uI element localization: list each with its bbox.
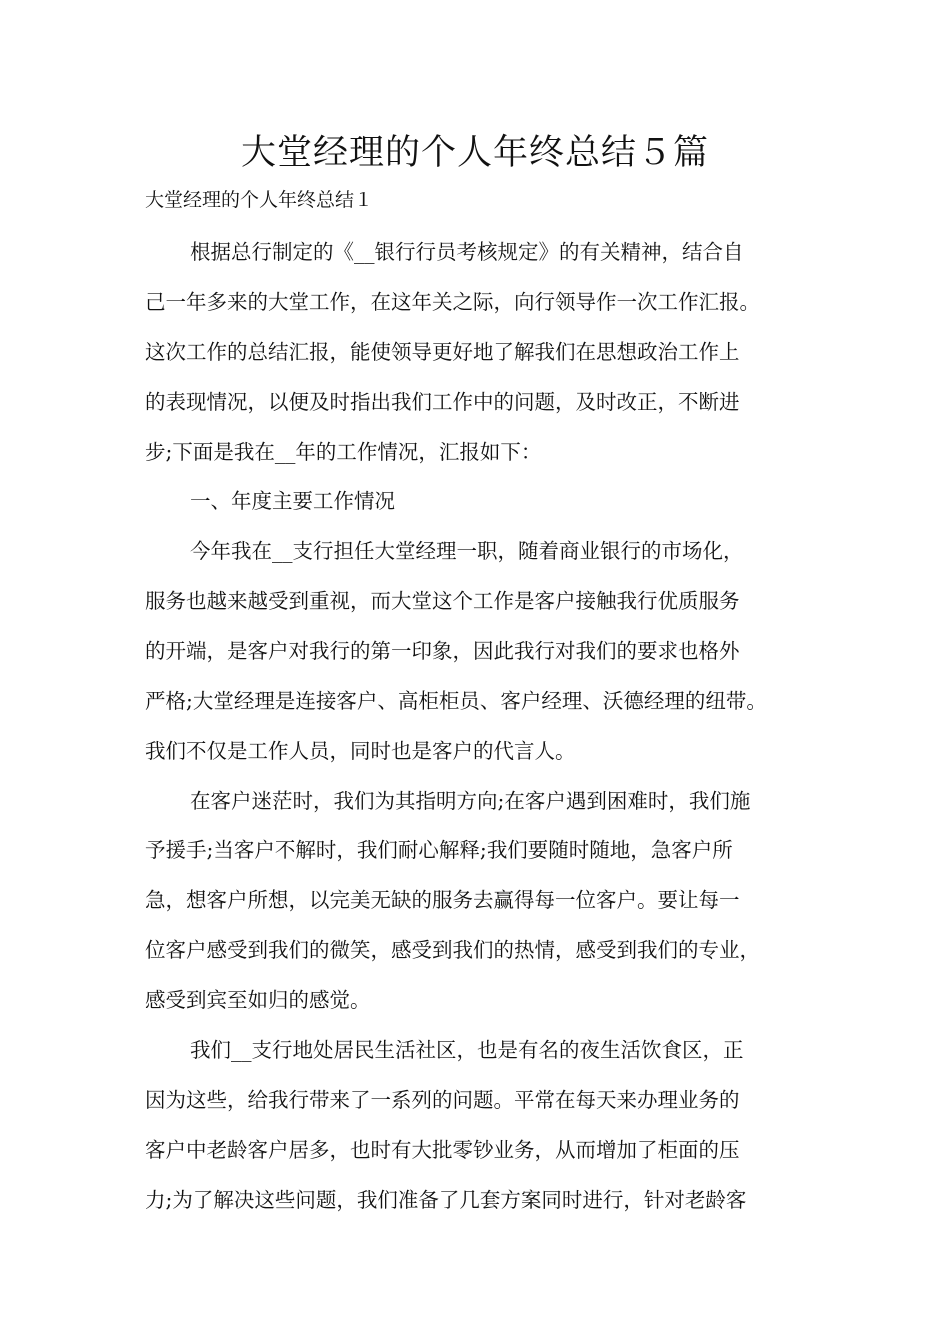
paragraph-line: 予援手;当客户不解时，我们耐心解释;我们要随时随地，急客户所 <box>145 838 733 862</box>
paragraph-line: 位客户感受到我们的微笑，感受到我们的热情，感受到我们的专业， <box>145 938 760 962</box>
paragraph-line: 根据总行制定的《__银行行员考核规定》的有关精神，结合自 <box>190 240 744 264</box>
paragraph-line: 步;下面是我在__年的工作情况，汇报如下： <box>145 440 542 464</box>
paragraph-line: 在客户迷茫时，我们为其指明方向;在客户遇到困难时，我们施 <box>190 789 751 813</box>
paragraph-line: 因为这些，给我行带来了一系列的问题。平常在每天来办理业务的 <box>145 1088 740 1112</box>
document-subtitle: 大堂经理的个人年终总结１ <box>145 189 374 211</box>
paragraph-line: 今年我在__支行担任大堂经理一职，随着商业银行的市场化， <box>190 539 744 563</box>
paragraph-line: 的表现情况，以便及时指出我们工作中的问题，及时改正，不断进 <box>145 390 740 414</box>
section-heading: 一、年度主要工作情况 <box>190 489 395 513</box>
paragraph-line: 感受到宾至如归的感觉。 <box>145 988 371 1012</box>
paragraph-line: 己一年多来的大堂工作，在这年关之际，向行领导作一次工作汇报。 <box>145 290 760 314</box>
paragraph-line: 我们__支行地处居民生活社区，也是有名的夜生活饮食区，正 <box>190 1038 744 1062</box>
paragraph-line: 服务也越来越受到重视，而大堂这个工作是客户接触我行优质服务 <box>145 589 740 613</box>
document-title: 大堂经理的个人年终总结５篇 <box>240 133 709 173</box>
paragraph-line: 急，想客户所想，以完美无缺的服务去赢得每一位客户。要让每一 <box>145 888 740 912</box>
paragraph-line: 的开端，是客户对我行的第一印象，因此我行对我们的要求也格外 <box>145 639 740 663</box>
paragraph-line: 力;为了解决这些问题，我们准备了几套方案同时进行，针对老龄客 <box>145 1188 747 1212</box>
paragraph-line: 严格;大堂经理是连接客户、高柜柜员、客户经理、沃德经理的纽带。 <box>145 689 767 713</box>
paragraph-line: 这次工作的总结汇报，能使领导更好地了解我们在思想政治工作上 <box>145 340 740 364</box>
paragraph-line: 客户中老龄客户居多，也时有大批零钞业务，从而增加了柜面的压 <box>145 1138 740 1162</box>
paragraph-line: 我们不仅是工作人员，同时也是客户的代言人。 <box>145 739 576 763</box>
